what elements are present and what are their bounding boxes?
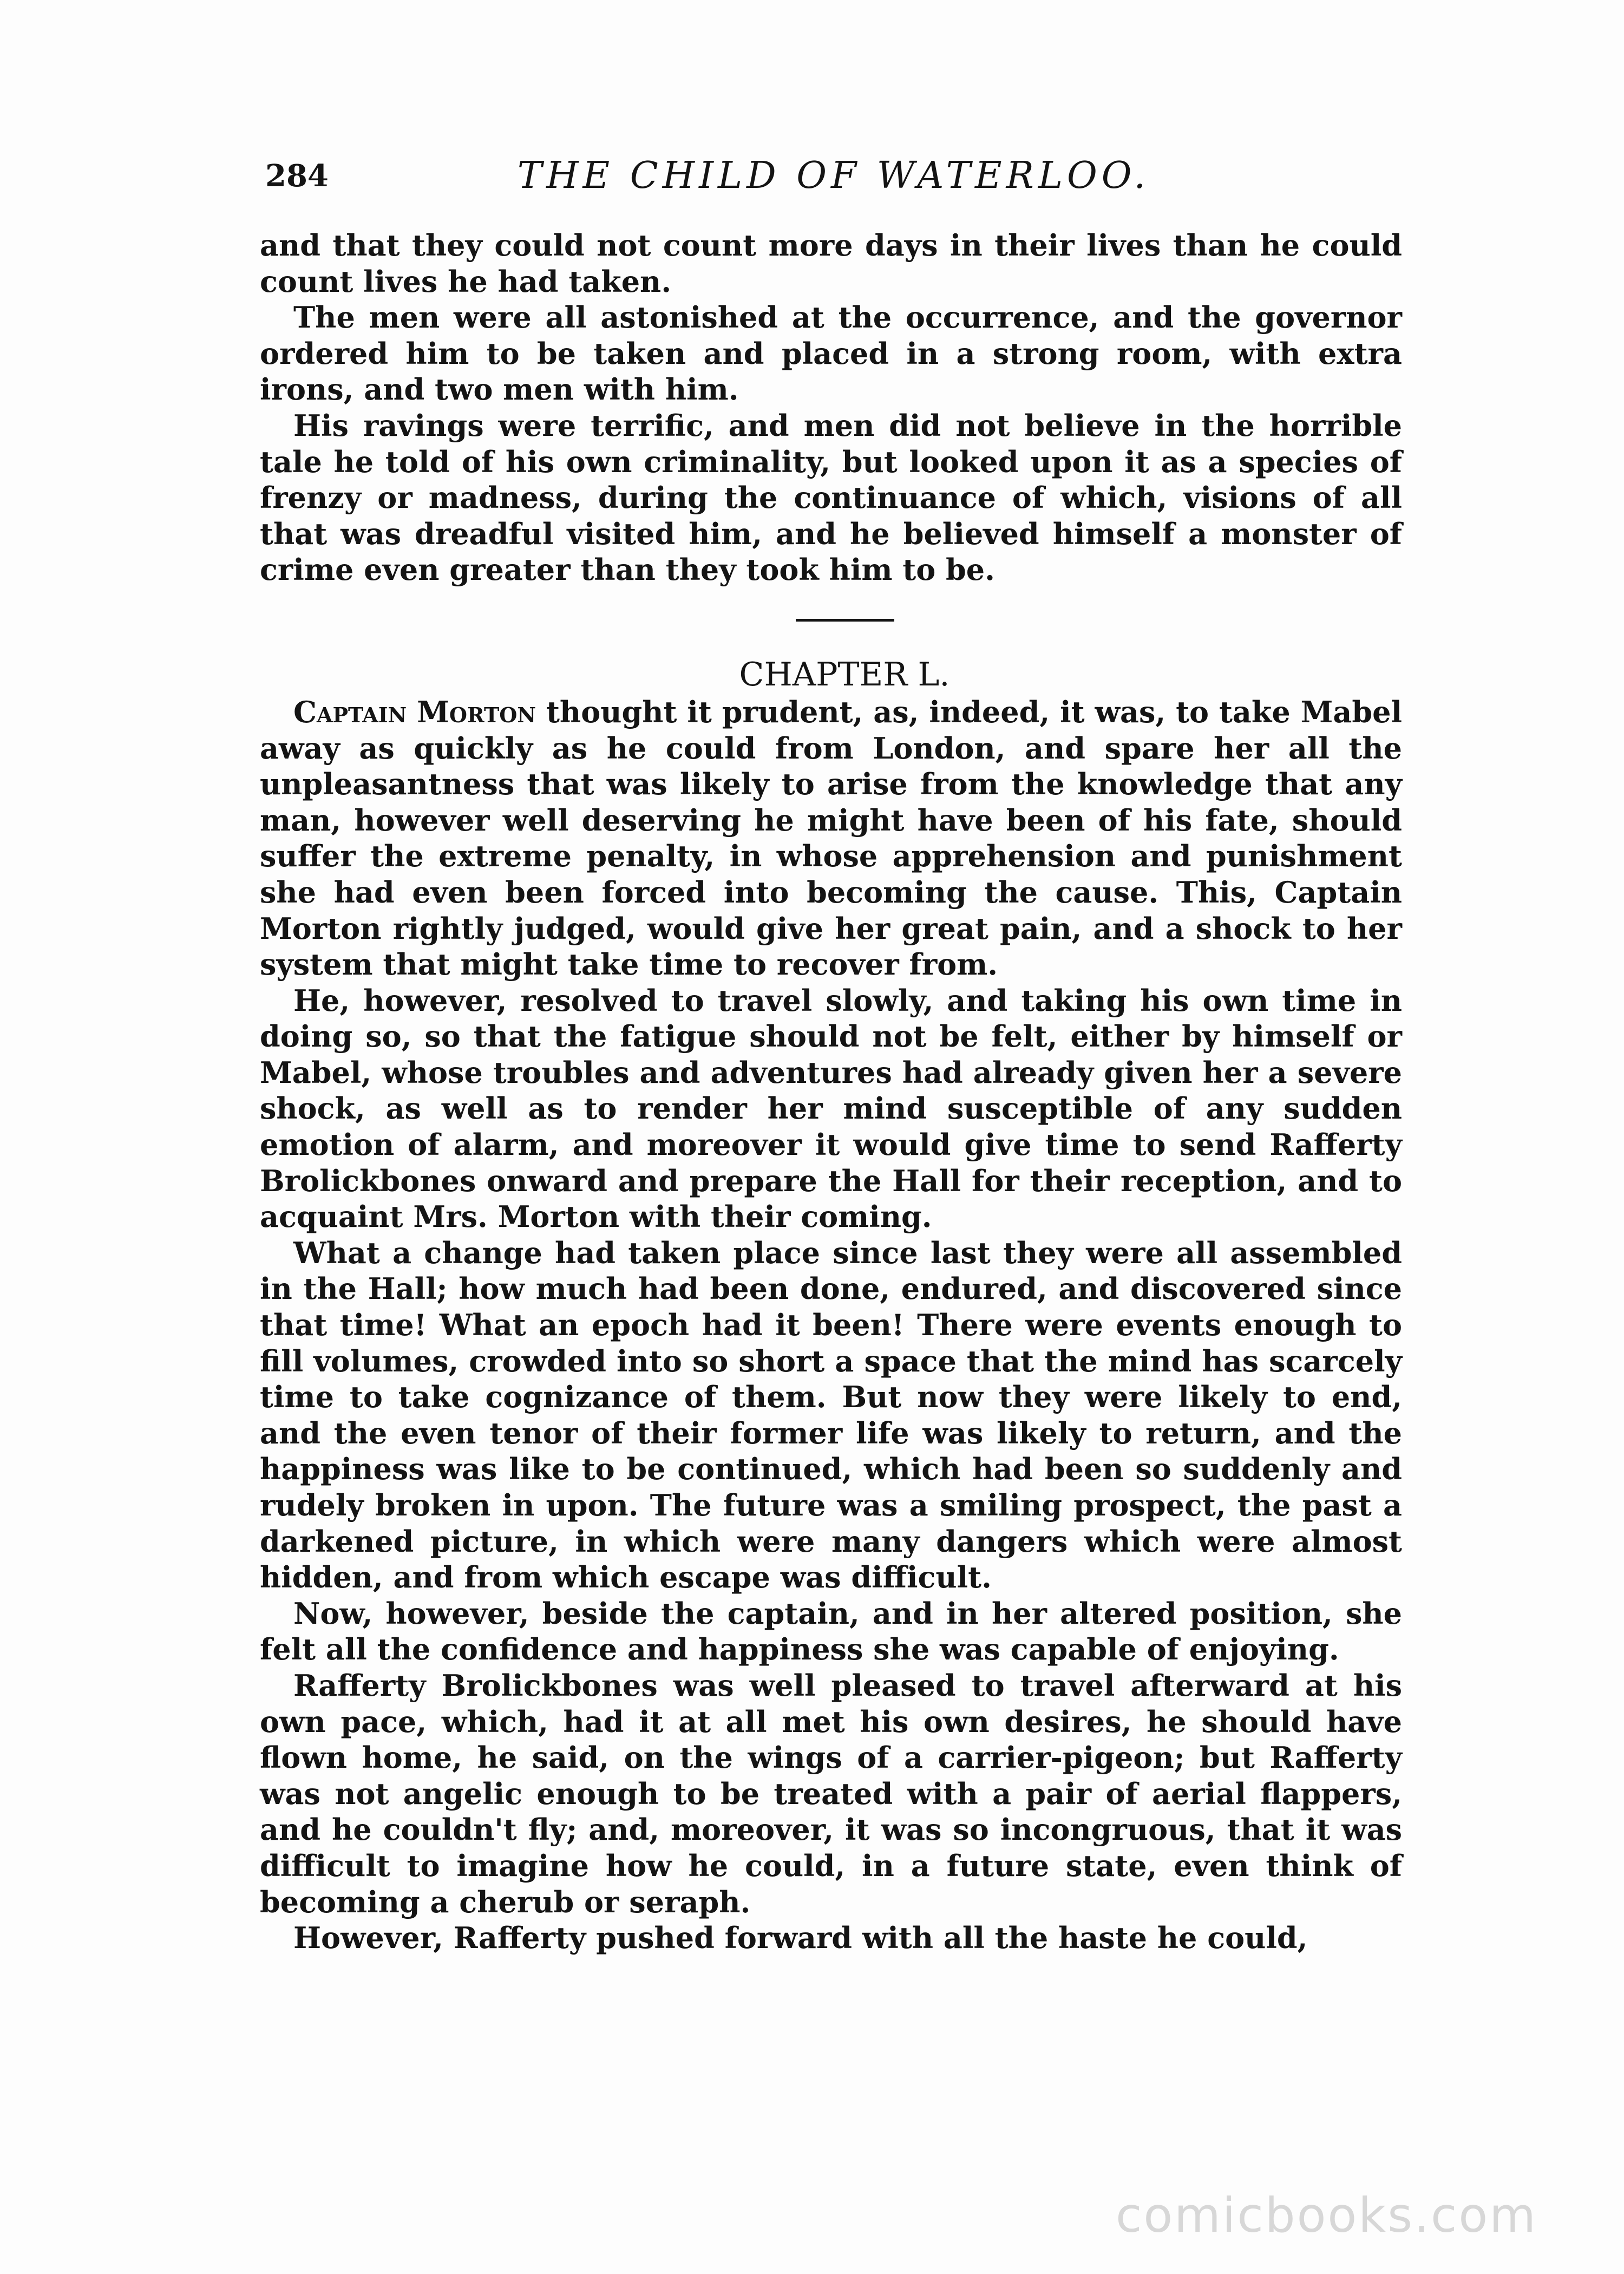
watermark: comicbooks.com	[1115, 2187, 1537, 2243]
divider-rule	[796, 619, 894, 622]
paragraph: However, Rafferty pushed forward with all the haste he could,	[293, 1920, 1308, 1956]
page-body	[260, 227, 1402, 1956]
running-title: THE CHILD OF WATERLOO.	[517, 154, 1150, 197]
paragraph: What a change had taken place since last they were all assembled in the Hall; how much had been done, endured, and discovered since that time! What an epoch had it been! There were events enough to fill volumes, crowded into so short a space that the mind has scarcely time to take cognizance of them. But now they were likely to end, and the even tenor of their former life was likely to return, and the happiness was like to be continued, which had been so suddenly and rudely broken in upon. The future was a smiling prospect, the past a darkened picture, in which were many dangers which were almost hidden, and from which escape was difficult.	[260, 1235, 1402, 1595]
opening-words: Captain Morton	[293, 694, 536, 729]
paragraph: His ravings were terrific, and men did not believe in the horrible tale he told of his own criminality, but looked upon it as a species of frenzy or madness, during the continuance of which, visions of all that was dreadful visited him, and he believed himself a monster of crime even greater than they took him to be.	[260, 408, 1402, 587]
chapter-heading: CHAPTER L.	[739, 655, 950, 694]
page-header	[265, 146, 1402, 206]
opening-paragraph-text: thought it prudent, as, indeed, it was, to take Mabel away as quickly as he could from London, and spare her all the unpleasantness that was likely to arise from the knowledge that any man, however well deserving he might have been of his fate, should suffer the extreme penalty, in whose apprehension and punishment she had even been forced into becoming the cause. This, Captain Morton rightly judged, would give her great pain, and a shock to her system that might take time to recover from.	[260, 694, 1402, 982]
page-number: 284	[265, 158, 329, 194]
paragraph: Rafferty Brolickbones was well pleased to travel afterward at his own pace, which, had it at all met his own desires, he should have flown home, he said, on the wings of a carrier-pigeon; but Rafferty was not angelic enough to be treated with a pair of aerial flappers, and he couldn't fly; and, moreover, it was so incongruous, that it was difficult to imagine how he could, in a future state, even think of becoming a cherub or seraph.	[260, 1668, 1402, 1919]
section-divider	[260, 588, 1402, 655]
paragraph: Now, however, beside the captain, and in her altered position, she felt all the confidence and happiness she was capable of enjoying.	[260, 1596, 1402, 1667]
paragraph: He, however, resolved to travel slowly, and taking his own time in doing so, so that the fatigue should not be felt, either by himself or Mabel, whose troubles and adventures had already given her a severe shock, as well as to render her mind susceptible of any sudden emotion of alarm, and moreover it would give time to send Rafferty Brolickbones onward and prepare the Hall for their reception, and to acquaint Mrs. Morton with their coming.	[260, 983, 1402, 1234]
chapter-opening-paragraph	[260, 694, 1402, 983]
paragraph: The men were all astonished at the occurrence, and the governor ordered him to be taken and placed in a strong room, with extra irons, and two men with him.	[260, 300, 1402, 407]
paragraph-continued: and that they could not count more days in their lives than he could count lives he had taken.	[260, 228, 1402, 299]
